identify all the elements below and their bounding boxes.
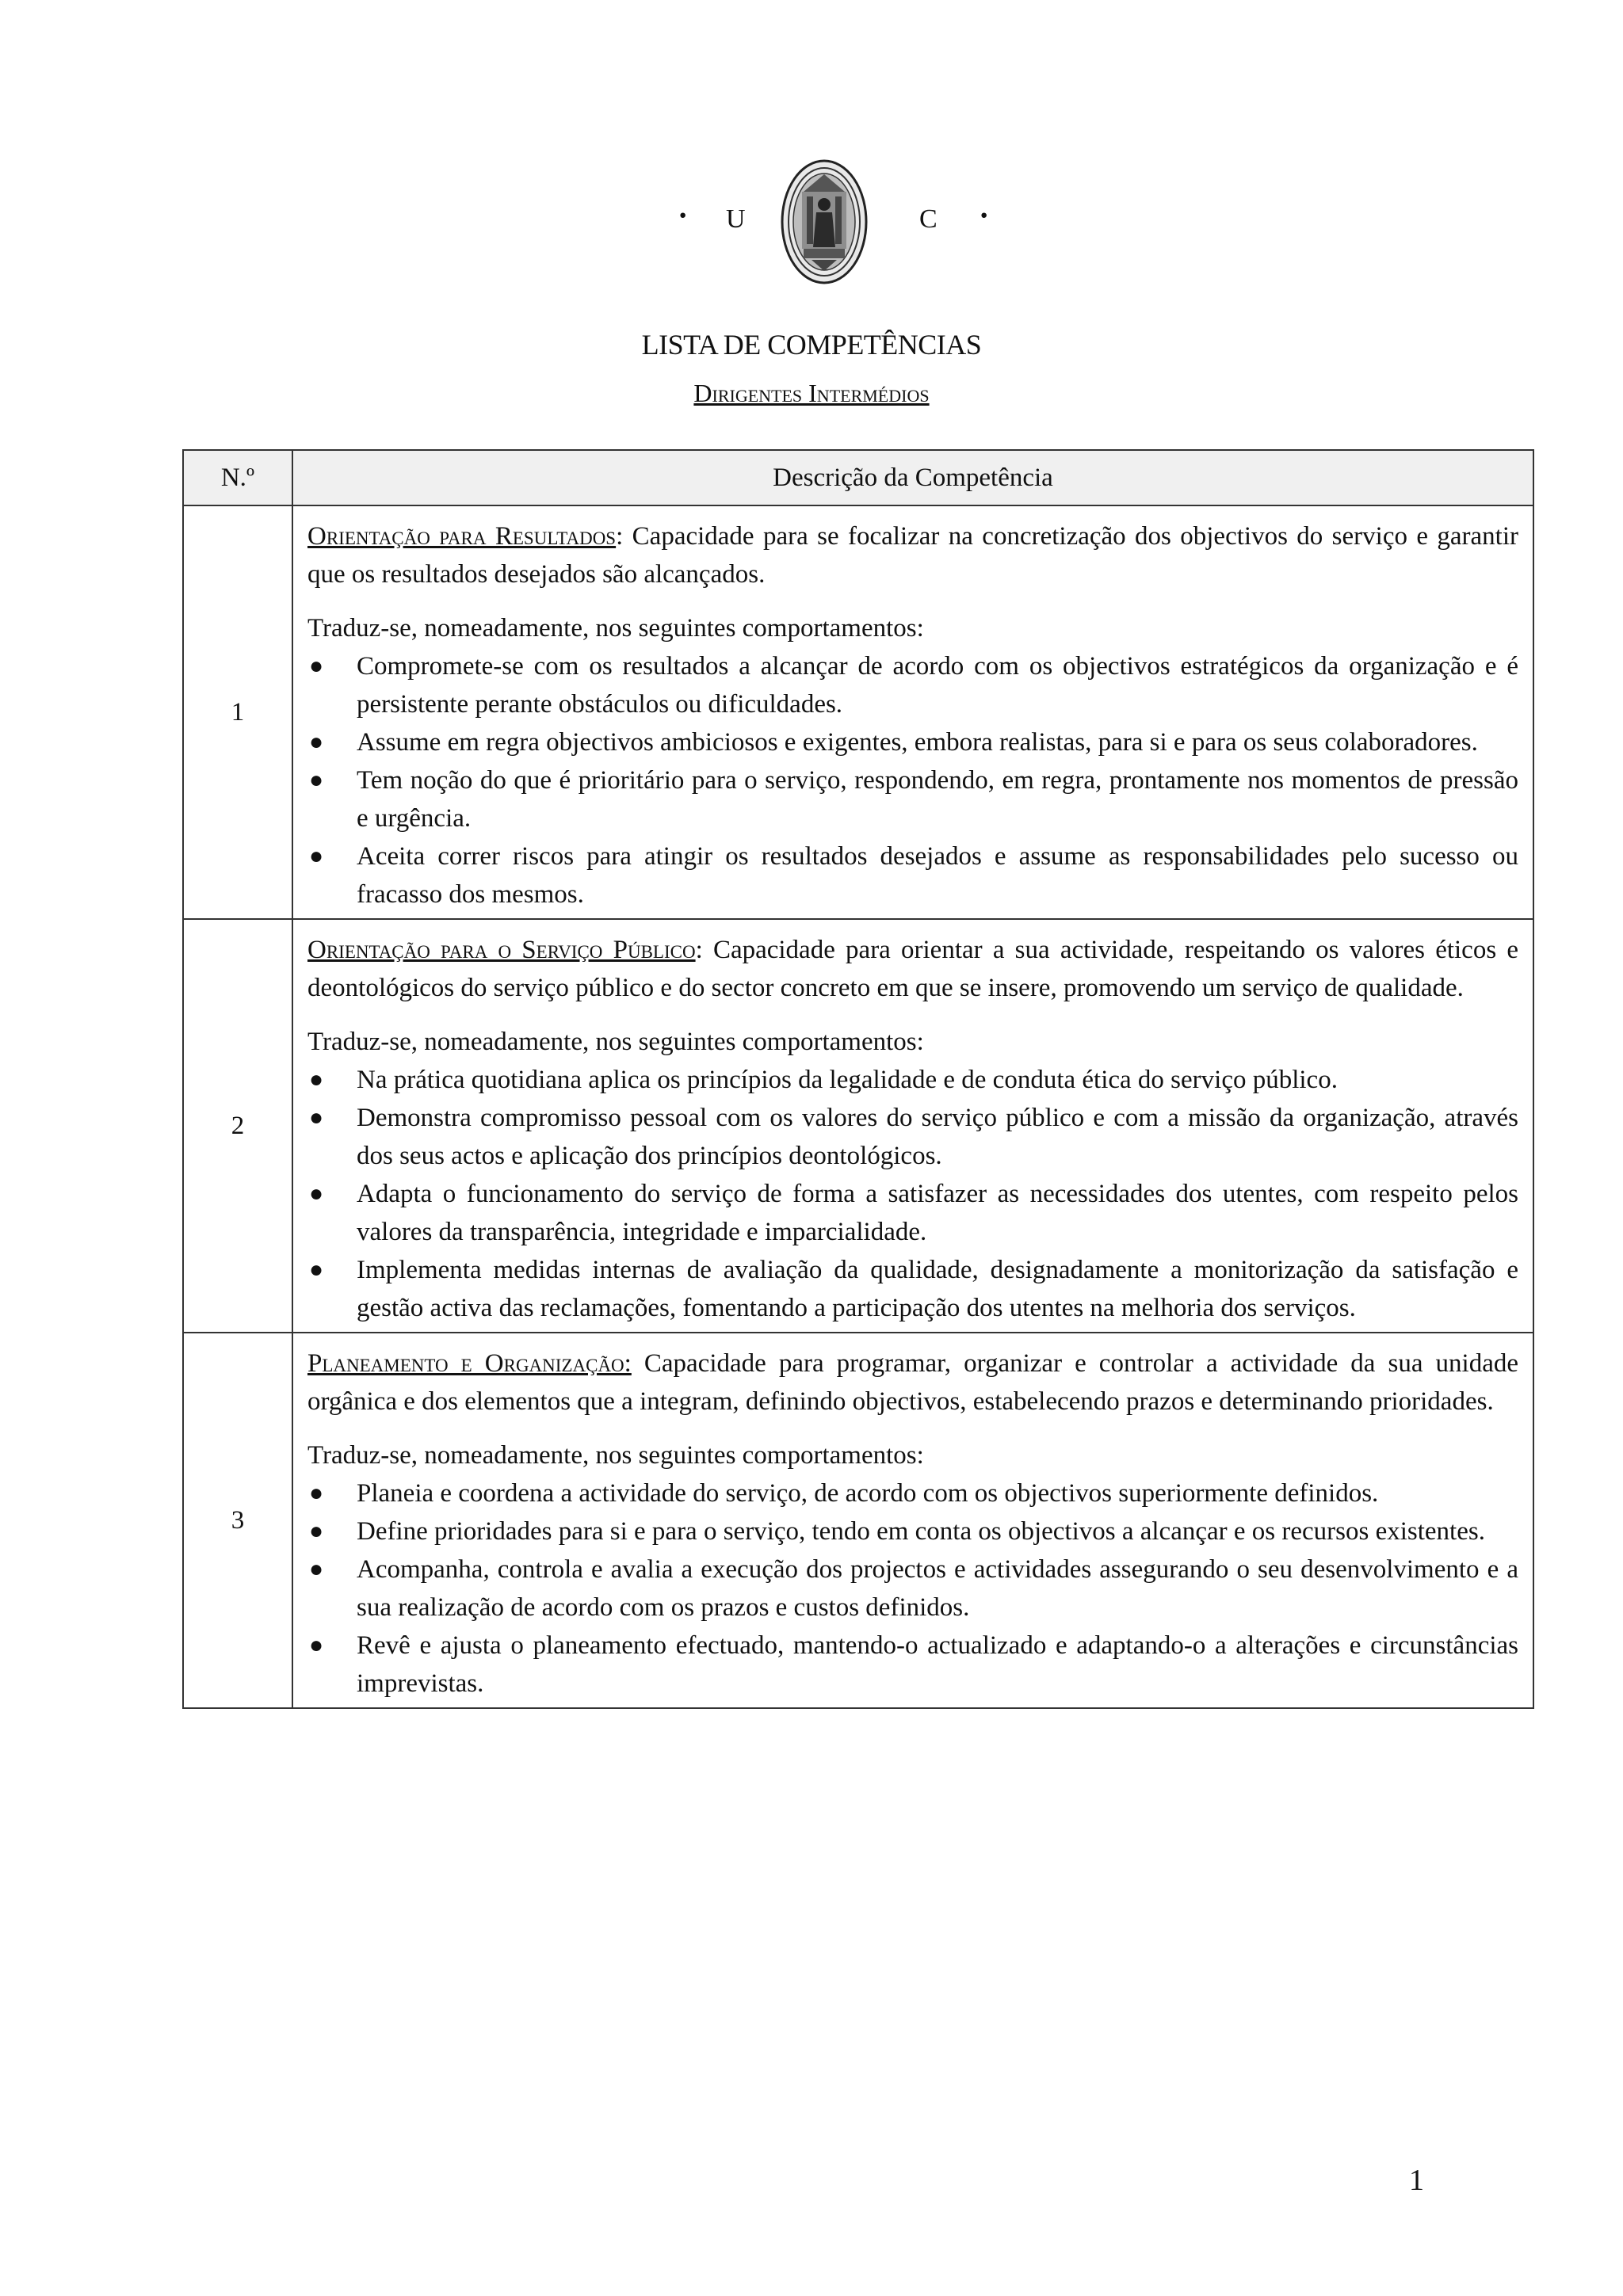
competencies-table [182,449,1534,1709]
list-item [307,1251,1518,1327]
list-item-text: Define prioridades para si e para o serviço, tendo em conta os objectivos a alcançar e os recursos existentes. [357,1517,1485,1546]
bullet-icon: ● [309,1180,324,1207]
list-item [307,1175,1518,1251]
bullet-icon: ● [309,1518,324,1544]
competency-separator: : [616,522,624,551]
list-item [307,1099,1518,1175]
document-subtitle: Dirigentes Intermédios [693,379,930,407]
bullet-icon: ● [309,767,324,793]
behaviours-lead: Traduz-se, nomeadamente, nos seguintes comportamentos: [307,614,924,643]
column-header-number: N.º [183,450,292,505]
competency-definition: Capacidade para programar, organizar e controlar a actividade da sua unidade orgânica e dos elementos que a integram, definindo objectivos, estabelecendo prazos e determinando prioridades. [307,1349,1518,1416]
list-item [307,1550,1518,1627]
list-item [307,647,1518,723]
bullet-icon: ● [309,729,324,755]
competency-number: 3 [183,1333,292,1708]
competency-definition: Capacidade para se focalizar na concretização dos objectivos do serviço e garantir que os resultados desejados são alcançados. [307,522,1518,589]
list-item [307,761,1518,837]
logo-dot-left: · [678,197,689,233]
page-number: 1 [1409,2164,1424,2197]
logo-letter-u: U [726,204,746,234]
behaviours-list [307,1474,1518,1703]
competency-description [292,1333,1533,1708]
competency-number: 1 [183,505,292,919]
list-item-text: Assume em regra objectivos ambiciosos e exigentes, embora realistas, para si e para os seus colaboradores. [357,728,1478,757]
table-row [183,505,1533,919]
list-item [307,1512,1518,1550]
behaviours-list [307,1061,1518,1327]
competency-definition: Capacidade para orientar a sua actividade, respeitando os valores éticos e deontológicos do serviço público e do sector concreto em que se insere, promovendo um serviço de qualidade. [307,936,1518,1002]
list-item-text: Aceita correr riscos para atingir os resultados desejados e assume as responsabilidades pelo sucesso ou fracasso dos mesmos. [357,842,1518,909]
competency-heading: Orientação para Resultados [307,522,617,551]
list-item [307,1627,1518,1703]
bullet-icon: ● [309,1556,324,1582]
list-item [307,837,1518,913]
behaviours-list [307,647,1518,913]
list-item-text: Demonstra compromisso pessoal com os valores do serviço público e com a missão da organização, através dos seus actos e aplicação dos princípios deontológicos. [357,1104,1518,1170]
logo-dot-right: · [979,197,990,233]
university-logo [0,158,1623,285]
bullet-icon: ● [309,1104,324,1131]
behaviours-lead: Traduz-se, nomeadamente, nos seguintes comportamentos: [307,1028,924,1056]
list-item-text: Adapta o funcionamento do serviço de forma a satisfazer as necessidades dos utentes, com respeito pelos valores da transparência, integridade e imparcialidade. [357,1180,1518,1246]
competency-heading: Planeamento e Organização: [307,1349,632,1378]
list-item-text: Revê e ajusta o planeamento efectuado, mantendo-o actualizado e adaptando-o a alterações e circunstâncias imprevistas. [357,1631,1518,1698]
competency-intro [307,1344,1518,1421]
list-item [307,723,1518,761]
list-item [307,1061,1518,1099]
bullet-icon: ● [309,1632,324,1658]
competency-description [292,505,1533,919]
list-item [307,1474,1518,1512]
list-item-text: Acompanha, controla e avalia a execução dos projectos e actividades assegurando o seu desenvolvimento e a sua realização de acordo com os prazos e custos definidos. [357,1555,1518,1622]
table-header-row [183,450,1533,505]
bullet-icon: ● [309,653,324,679]
table-row [183,919,1533,1333]
table-row [183,1333,1533,1708]
column-header-description: Descrição da Competência [292,450,1533,505]
competency-separator: : [695,936,703,964]
logo-letter-c: C [919,204,938,234]
list-item-text: Compromete-se com os resultados a alcançar de acordo com os objectivos estratégicos da organização e é persistente perante obstáculos ou dificuldades. [357,652,1518,719]
competency-description [292,919,1533,1333]
seal-icon [780,158,869,285]
competency-number: 2 [183,919,292,1333]
competency-intro [307,931,1518,1007]
bullet-icon: ● [309,1066,324,1093]
competency-heading: Orientação para o Serviço Público [307,936,696,964]
document-title: LISTA DE COMPETÊNCIAS [641,329,982,360]
list-item-text: Planeia e coordena a actividade do serviço, de acordo com os objectivos superiormente definidos. [357,1479,1379,1508]
bullet-icon: ● [309,1480,324,1506]
list-item-text: Na prática quotidiana aplica os princípios da legalidade e de conduta ética do serviço público. [357,1066,1338,1094]
behaviours-lead: Traduz-se, nomeadamente, nos seguintes comportamentos: [307,1441,924,1470]
bullet-icon: ● [309,843,324,869]
bullet-icon: ● [309,1257,324,1283]
list-item-text: Tem noção do que é prioritário para o serviço, respondendo, em regra, prontamente nos momentos de pressão e urgência. [357,766,1518,833]
list-item-text: Implementa medidas internas de avaliação da qualidade, designadamente a monitorização da satisfação e gestão activa das reclamações, fomentando a participação dos utentes na melhoria dos serviços. [357,1256,1518,1322]
competency-intro [307,517,1518,593]
